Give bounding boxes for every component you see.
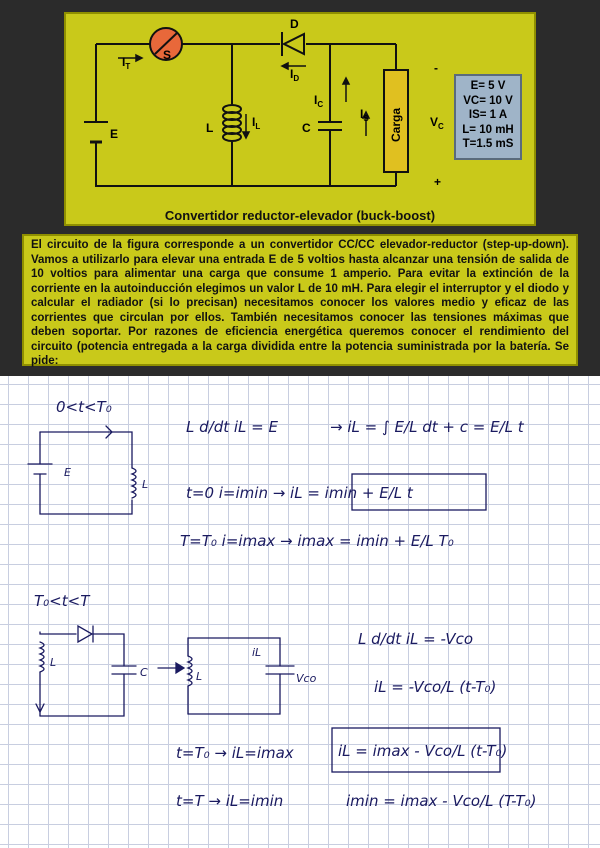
sketch-arrow — [158, 663, 184, 673]
problem-description: El circuito de la figura corresponde a un convertidor CC/CC elevador-reductor (step-up-down). Vamos a utilizarlo para elevar una entrada E de 5 voltios hasta alcanzar una tensión de salida de 10 voltios para alimentar una carga que consume 1 amperio. Para evitar la extinción de la corriente en la autoinducción elegimos un valor L de 10 mH. Para elegir el interruptor y el diodo y calcular el radiador (si lo precisan) necesitamos conocer los valores medio y eficaz de las corrientes que circulan por ellos. También necesitamos conocer las tensiones máximas que deben soportar. Por razones de eficiencia energética queremos conocer el rendimiento del circuito (potencia entregada a la carga dividida entre la potencia suministrada por la batería. Se pide: — [22, 234, 578, 366]
label-source-e: E — [110, 127, 119, 141]
label-diode: D — [290, 17, 299, 31]
note-eq1a: L d/dt iL = E — [186, 418, 278, 436]
diode-symbol — [282, 32, 304, 56]
top-background — [0, 0, 600, 376]
param-t: T=1.5 mS — [462, 138, 514, 150]
circuit-title: Convertidor reductor-elevador (buck-boost) — [164, 208, 436, 223]
battery-symbol — [84, 122, 108, 142]
sketch-label-l1: L — [142, 478, 149, 491]
param-l: L= 10 mH — [462, 123, 514, 136]
circuit-diagram-panel — [64, 12, 536, 226]
note-eq1b: → iL = ∫ E/L dt + c = E/L t — [330, 418, 524, 436]
sketch-label-l3: L — [196, 670, 203, 683]
inductor-symbol — [223, 105, 241, 141]
sketch-label-c: C — [140, 666, 148, 679]
sketch-label-il: iL — [252, 646, 262, 659]
sketch-label-vco: Vco — [296, 672, 317, 685]
label-il: $I_L$ — [252, 115, 261, 131]
capacitor-symbol — [318, 122, 342, 130]
param-is: IS= 1 A — [468, 109, 508, 121]
label-capacitor-c: C — [302, 121, 311, 135]
sketch-label-e: E — [64, 466, 71, 479]
note-eq7: t=T → iL=imin — [176, 792, 284, 810]
label-plus: + — [434, 175, 442, 189]
note-eq3: T=T₀ i=imax → imax = imin + E/L T₀ — [180, 532, 454, 550]
note-eq4: L d/dt iL = -Vco — [358, 630, 473, 648]
note-eq5: iL = -Vco/L (t-T₀) — [374, 678, 497, 696]
note-eq2: t=0 i=imin → iL = imin + E/L t — [186, 484, 413, 502]
label-it: $I_T$ — [122, 55, 131, 71]
note-eq6: t=T₀ → iL=imax — [176, 744, 294, 762]
note-interval-2: T₀<t<T — [34, 592, 90, 610]
label-vc: $V_C$ — [430, 115, 444, 131]
sketch-label-l2: L — [50, 656, 57, 669]
sketch-charging-loop — [28, 426, 136, 514]
note-eq7b: imin = imax - Vco/L (T-T₀) — [346, 792, 537, 810]
parameters-box — [454, 74, 522, 160]
label-load: Carga — [389, 107, 403, 142]
handwritten-notes — [0, 376, 600, 848]
param-e: E= 5 V — [470, 80, 506, 92]
handwritten-notes-area — [0, 376, 600, 848]
label-switch: S — [163, 48, 172, 62]
label-minus: - — [434, 61, 438, 75]
label-ic: $I_C$ — [314, 93, 324, 109]
label-inductor-l: L — [206, 121, 214, 135]
note-eq6b: iL = imax - Vco/L (t-T₀) — [338, 742, 508, 760]
note-interval-1: 0<t<T₀ — [56, 398, 112, 416]
sketch-simplified-loop — [188, 638, 294, 714]
sketch-discharge-loop — [36, 626, 136, 716]
label-id: $I_D$ — [290, 67, 300, 83]
param-vc: VC= 10 V — [463, 94, 513, 107]
label-is: $I_S$ — [360, 107, 369, 123]
